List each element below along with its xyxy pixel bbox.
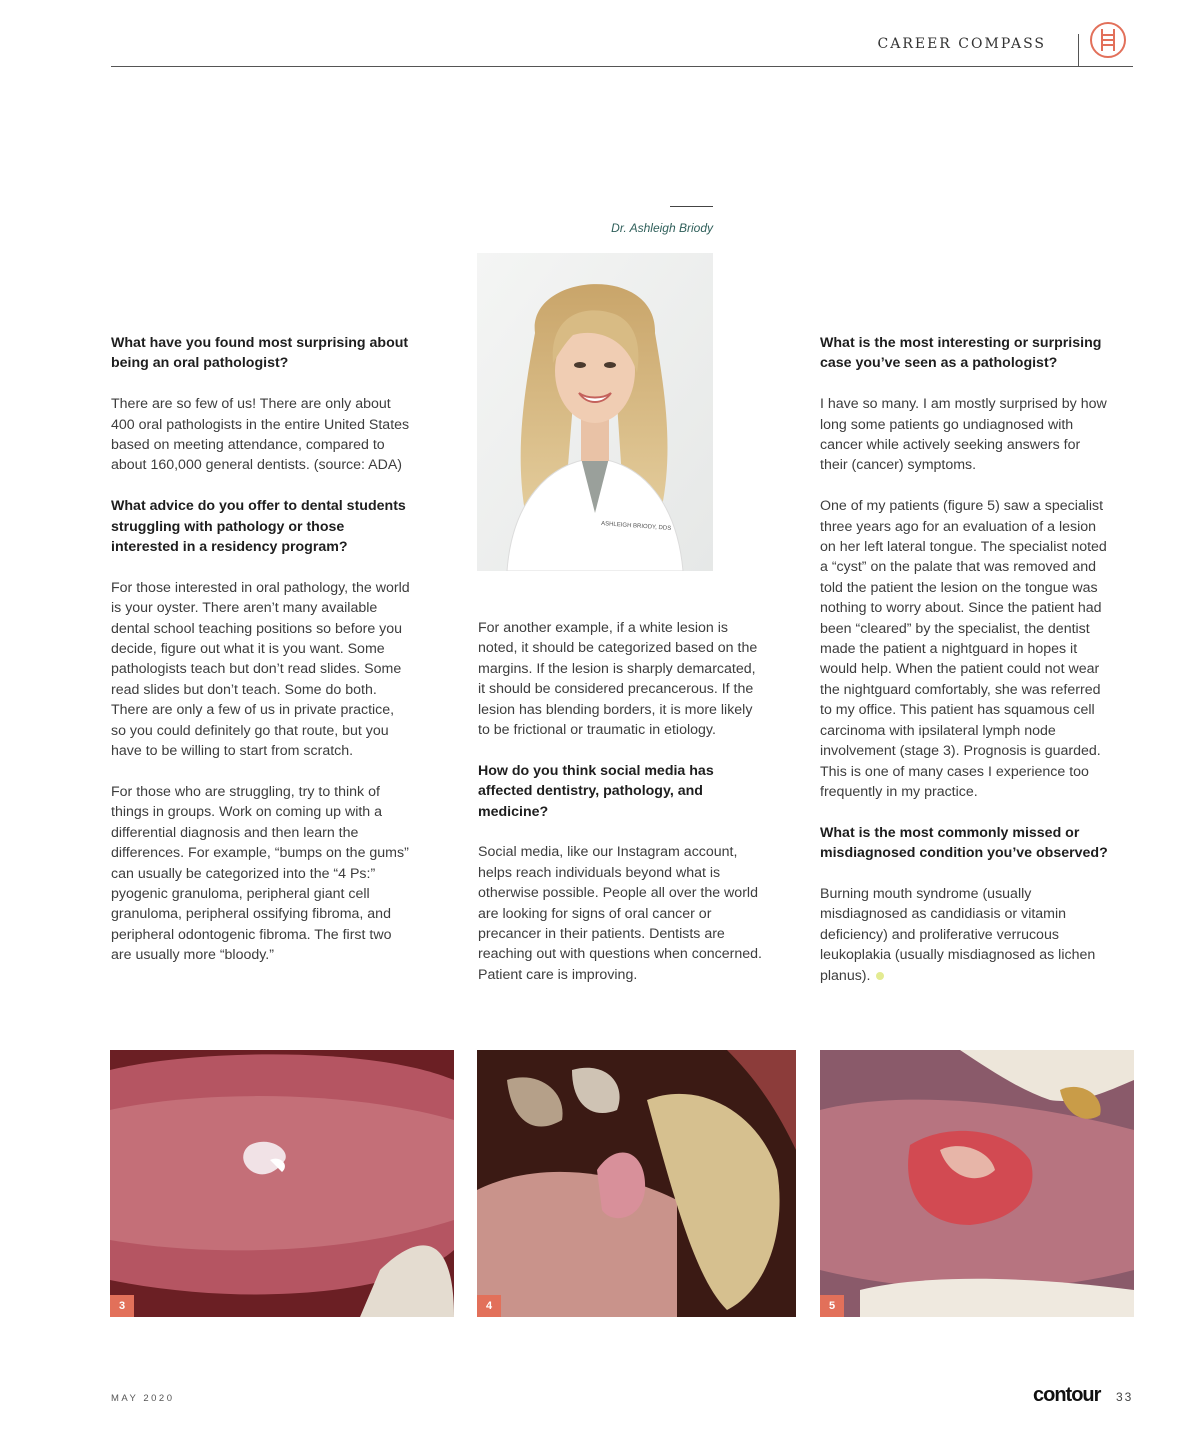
header-rule bbox=[111, 66, 1133, 67]
portrait-photo bbox=[477, 253, 713, 571]
interview-question: What advice do you offer to dental students struggling with pathology or those interested in a residency program? bbox=[111, 498, 406, 556]
article-column-2 bbox=[478, 618, 763, 1006]
svg-text:ASHLEIGH BRIODY, DDS: ASHLEIGH BRIODY, DDS bbox=[600, 521, 672, 532]
end-mark-icon bbox=[876, 972, 884, 980]
tongue-photo bbox=[110, 1050, 454, 1317]
interview-answer: For those who are struggling, try to think of things in groups. Work on coming up with a differential diagnosis and then learn the differences. For example, “bumps on the gums” can usually be categorized into the “4 Ps:” pyogenic granuloma, peripheral giant cell granuloma, peripheral ossifying fibroma, and peripheral odontogenic fibroma. The first two are usually more “bloody.” bbox=[111, 783, 409, 964]
interview-answer: I have so many. I am mostly surprised by how long some patients go undiagnosed with cancer while actively seeking answers for their (cancer) symptoms. bbox=[820, 396, 1107, 474]
interview-question: What have you found most surprising about being an oral pathologist? bbox=[111, 335, 409, 372]
issue-date: MAY 2020 bbox=[111, 1393, 175, 1404]
interview-answer: For another example, if a white lesion is noted, it should be categorized based on the margins. If the lesion is sharply demarcated, it should be considered precancerous. If the lesion has blending borders, it is more likely to be frictional or traumatic in etiology. bbox=[478, 620, 758, 739]
article-column-1 bbox=[111, 333, 411, 986]
figure-4 bbox=[477, 1050, 796, 1317]
carcinoma-photo bbox=[820, 1050, 1134, 1317]
interview-question: What is the most commonly missed or misdiagnosed condition you’ve observed? bbox=[820, 824, 1108, 862]
caption-rule bbox=[670, 206, 713, 207]
figure-5 bbox=[820, 1050, 1134, 1317]
interview-answer-text: Burning mouth syndrome (usually misdiagnosed as candidiasis or vitamin deficiency) and proliferative verrucous leukoplakia (usually misdiagnosed as lichen planus). bbox=[820, 885, 1096, 984]
brand-logo: contour bbox=[1033, 1384, 1101, 1406]
section-label: CAREER COMPASS bbox=[877, 36, 1046, 52]
figure-number-badge: 3 bbox=[110, 1295, 134, 1317]
figure-number-badge: 4 bbox=[477, 1295, 501, 1317]
portrait-caption: Dr. Ashleigh Briody bbox=[611, 221, 713, 235]
header-divider bbox=[1078, 34, 1079, 66]
article-column-3 bbox=[820, 333, 1110, 1006]
ladder-icon bbox=[1089, 21, 1127, 59]
interview-answer: There are so few of us! There are only about 400 oral pathologists in the entire United States based on meeting attendance, compared to about 160,000 general dentists. (source: ADA) bbox=[111, 396, 410, 474]
interview-question: What is the most interesting or surprising case you’ve seen as a pathologist? bbox=[820, 335, 1102, 372]
gingiva-photo bbox=[477, 1050, 796, 1317]
page-number: 33 bbox=[1116, 1390, 1134, 1404]
figure-3 bbox=[110, 1050, 454, 1317]
interview-question: How do you think social media has affected dentistry, pathology, and medicine? bbox=[478, 762, 714, 820]
interview-answer-final bbox=[820, 884, 1110, 986]
interview-answer: One of my patients (figure 5) saw a specialist three years ago for an evaluation of a lesion on her left lateral tongue. The specialist noted a “cyst” on the palate that was removed and told the patient the lesion on the tongue was nothing to worry about. Since the patient had been “cleared” by the specialist, the dentist made the patient a nightguard in hopes it would help. When the patient could not wear the nightguard comfortably, she was referred to my office. This patient has squamous cell carcinoma with ipsilateral lymph node involvement (stage 3). Prognosis is guarded. This is one of many cases I experience too frequently in my practice. bbox=[820, 498, 1107, 800]
interview-answer: For those interested in oral pathology, the world is your oyster. There aren’t many available dental school teaching positions so before you decide, figure out what it is you want. Some pathologists teach but don’t read slides. Some read slides but don’t teach. Some do both. There are only a few of us in private practice, so you could definitely go that route, but you have to be willing to start from scratch. bbox=[111, 579, 410, 760]
interview-answer: Social media, like our Instagram account, helps reach individuals beyond what is otherwise possible. People all over the world are looking for signs of oral cancer or precancer in their patients. Dentists are reaching out with questions when concerned. Patient care is improving. bbox=[478, 844, 762, 983]
figure-number-badge: 5 bbox=[820, 1295, 844, 1317]
